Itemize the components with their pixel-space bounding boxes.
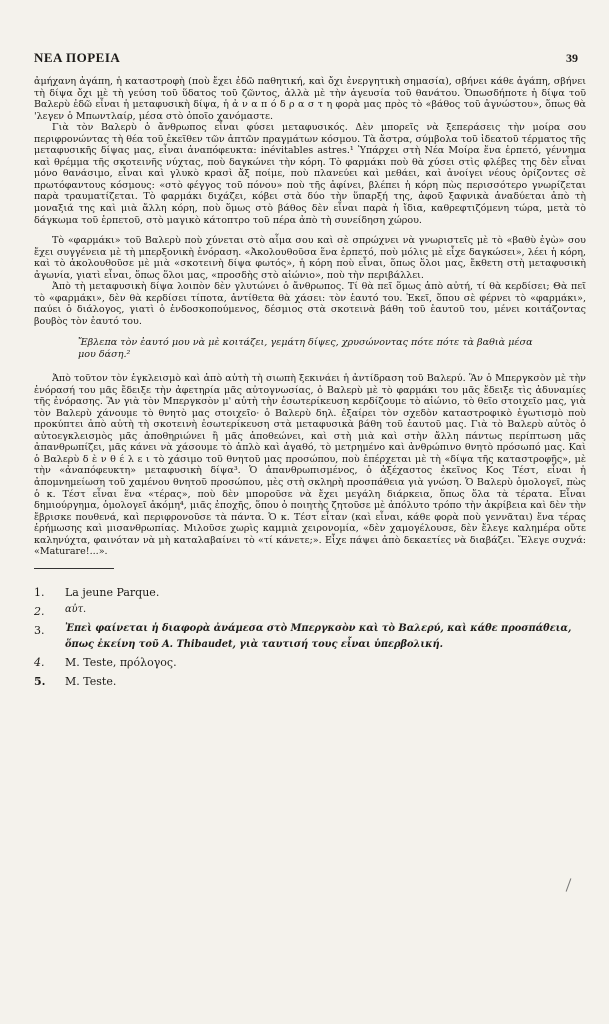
page-number: 39 xyxy=(566,51,578,65)
footnote xyxy=(34,653,586,672)
footnote-divider xyxy=(34,568,114,569)
footnote-number: 2. xyxy=(34,604,45,618)
footnote-number: 4. xyxy=(34,655,45,669)
footnote xyxy=(34,583,586,602)
footnote-text: La jeune Parque. xyxy=(65,585,160,599)
footnote xyxy=(34,672,586,691)
footnote-number: 1. xyxy=(34,585,45,599)
paragraph: Γιὰ τὸν Βαλερὺ ὁ ἄνθρωπος εἶναι φύσει μεταφυσικός. Δὲν μπορεῖς νὰ ξεπεράσεις τὴν μοίρα σου περιφρονώντας τὴ θέα τοῦ ἐκεῖθεν τῶν ἀπτῶν πραγμάτων κόσμου. Τὰ ἄστρα, σύμβολα τοῦ ἰδεατοῦ τέρματος τῆς μεταφυσικῆς δίψας μας, εἶναι ἀναπόφευκτα: inévitables astres.¹ Ὑπάρχει στὴ Νέα Μοίρα ἕνα ἑρπετό, γέννημα καὶ θρέμμα τῆς σκοτεινῆς νύχτας, ποὺ δαγκώνει τὴν κόρη. Τὸ φαρμάκι ποὺ θὰ χύσει στὶς φλέβες της δὲν εἶναι μόνο θανάσιμο, εἶναι καὶ γλυκὸ κρασὶ ἄξ ποίμε, ποὺ πλανεύει καὶ μεθάει, καὶ ἀνοίγει νέους ὁρίζοντες σὲ πρωτόφαντους κόσμους: «στὸ φέγγος τοῦ πόνου» ποὺ τῆς ἀφίνει, βλέπει ἡ κόρη πὼς περισσότερο γνωρίζεται παρὰ τραυματίζεται. Τὸ φαρμάκι διχάζει, κόβει στὰ δύο τὴν ὕπαρξή της, ἀφοῦ ξαφνικὰ ἀναδύεται ἀπὸ τὴ μοναξιά της καὶ μιὰ ἄλλη κόρη, ποὺ ὅμως στὸ βάθος δὲν εἶναι παρὰ ἡ ἴδια, καθρεφτιζόμενη τώρα, μετὰ τὸ δάγκωμα τοῦ ἑρπετοῦ, στὸ μαγικὸ κάτοπτρο τοῦ πέρα ἀπὸ τὴ συνείδηση χώρου. xyxy=(34,122,586,226)
paragraph: Τὸ «φαρμάκι» τοῦ Βαλερὺ ποὺ χύνεται στὸ αἷμα σου καὶ σὲ σπρώχνει νὰ γνωριστεῖς μὲ τὸ «βαθὺ ἐγὼ» σου ἔχει συγγένεια μὲ τὴ μπερξονικὴ ἐνόραση. «Ἀκολουθοῦσα ἕνα ἑρπετό, ποὺ μόλις μὲ εἶχε δαγκώσει», λέει ἡ κόρη, καὶ τὸ ἀκολουθοῦσε μὲ μιὰ «σκοτεινὴ δίψα φωτός», ἡ κόρη ποὺ εἶναι, ὅπως ὅλοι μας, ἔκθετη στὴ μεταφυσικὴ ἀγωνία, γιατὶ εἶναι, ὅπως ὅλοι μας, «προσδὴς στὸ αἰώνιο», ποὺ τὴν περιβάλλει. xyxy=(34,235,586,281)
page-header xyxy=(34,50,586,66)
page xyxy=(34,50,586,691)
journal-title: ΝΕΑ ΠΟΡΕΙΑ xyxy=(34,50,121,65)
footnote xyxy=(34,621,586,653)
paragraph: Ἀπὸ τὴ μεταφυσικὴ δίψα λοιπὸν δὲν γλυτώνει ὁ ἄνθρωπος. Τί θὰ πεῖ ὅμως ἀπὸ αὐτή, τί θὰ κερδίσει; Θὰ πεῖ τὸ «φαρμάκι», δὲν θὰ κερδίσει τίποτα, ἀντίθετα θὰ χάσει: τὸν ἑαυτό του. Ἐκεῖ, ὅπου σὲ φέρνει τὸ «φαρμάκι», παύει ὁ διάλογος, γιατὶ ὁ ἐνδοσκοπούμενος, δέσμιος στὰ σκοτεινὰ βάθη τοῦ ἑαυτοῦ του, μένει κοιτάζοντας βουβὸς τὸν ἑαυτό του. xyxy=(34,281,586,327)
paragraph: ἀμήχανη ἀγάπη, ἡ καταστροφὴ (ποὺ ἔχει ἐδῶ παθητική, καὶ ὄχι ἐνεργητικὴ σημασία), σβήνει κάθε ἀγάπη, σβήνει τὴ δίψα ὄχι μὲ τὴ γεύση τοῦ ὕδατος τοῦ ζῶντος, ἀλλὰ μὲ τὴν ἀγευσία τοῦ θανάτου. Ὁπωσδήποτε ἡ δίψα τοῦ Βαλερὺ ἐδῶ εἶναι ἡ μεταφυσικὴ δίψα, ἡ ἀ ν α π ό δ ρ α σ τ η φορὰ μας πρὸς τὸ «βάθος τοῦ ἀγνώστου», ὅπως θὰ 'λεγεν ὁ Μπωντλαίρ, μέσα στὸ ὁποῖο χανόμαστε. xyxy=(34,76,586,122)
footnote-text: M. Teste. xyxy=(65,674,117,688)
verse-quote: Ἔβλεπα τὸν ἑαυτό μου νὰ μὲ κοιτάζει, γεμάτη δίψες, χρυσώνοντας πότε πότε τὰ βαθιὰ μέσα μου δάση.² xyxy=(78,337,533,361)
footnotes xyxy=(34,583,586,691)
paragraph: Ἀπὸ τοῦτον τὸν ἐγκλεισμὸ καὶ ἀπὸ αὐτὴ τὴ σιωπὴ ξεκινάει ἡ ἀντίδραση τοῦ Βαλερύ. Ἂν ὁ Μπεργκσὸν μὲ τὴν ἐνόρασή του μᾶς ἔδειξε τὴν ἀφετηρία μᾶς αὐτογνωσίας, ὁ Βαλερὺ μὲ τὸ φαρμάκι του μᾶς ἔδειξε τὶς ἀδυναμίες τῆς ἐνόρασης. Ἂν γιὰ τὸν Μπεργκσὸν μ' αὐτὴ τὴν ἐσωτερίκευση κερδίζουμε τὸ αἰώνιο, τὸ θεῖο στοιχεῖο μας, γιὰ τὸν Βαλερὺ χάνουμε τὸ θνητὸ μας στοιχεῖο· ὁ Βαλερὺ δηλ. ἐξαίρει τὸν σχεδὸν καταστροφικὸ ἐγωτισμὸ ποὺ προκύπτει ἀπὸ αὐτὴ τὴ σκοτεινὴ ἐσωτερίκευση στὰ μεταφυσικὰ βάθη τοῦ ἑαυτοῦ μας. Γιὰ τὸ Βαλερὺ αὐτὸς ὁ αὐτοεγκλεισμὸς μᾶς ἀποθηριώνει ἢ μᾶς ἀποθεώνει, καὶ στὴ μιὰ καὶ στὴν ἄλλη πάντως περίπτωση μᾶς ἀπανθρωπίζει, μᾶς κάνει νὰ χάσουμε τὸ ἁπλὸ καὶ ἀγαθό, τὸ μετρημένο καὶ ἀνθρώπινο θνητὸ πρόσωπό μας. Καὶ ὁ Βαλερὺ δ ὲ ν θ έ λ ε ι τὸ χάσιμο τοῦ θνητοῦ μας προσώπου, ποὺ ἐπέρχεται μὲ τὴ «δίψα τῆς καταστροφῆς», μὲ τὴν «ἀναπόφευκτη» μεταφυσικὴ δίψα³. Ὁ ἀπανθρωπισμένος, ὁ ἀξέχαστος ἐκεῖνος Κος Τέστ, εἶναι ἡ ἀπομνημείωση τοῦ χαμένου θνητοῦ προσώπου, μὲς στὴ σκληρὴ προσπάθεια γιὰ γνώση. Ὁ Βαλερὺ ὁμολογεῖ, πὼς ὁ κ. Τέστ εἶναι ἕνα «τέρας», ποὺ δὲν μποροῦσε νὰ ἔχει μεγάλη διάρκεια, ὅπως ὅλα τὰ τέρατα. Εἶναι δημιούργημα, ὁμολογεῖ ἀκόμη⁴, μιᾶς ἐποχῆς, ὅπου ὁ ποιητὴς ζητοῦσε μὲ ἀπόλυτο τρόπο τὴν ἀκρίβεια καὶ δὲν τὴν ἔβρισκε πουθενά, καὶ περιφρονοῦσε τὰ πάντα. Ὁ κ. Τέστ εἶταν (καὶ εἶναι, κάθε φορὰ ποὺ γεννᾶται) ἕνα τέρας ἐρήμωσης καὶ μισανθρωπίας. Μιλοῦσε χωρὶς καμμιὰ χειρονομία, «δὲν χαμογέλουσε, δὲν ἔλεγε καλημέρα οὔτε καληνύχτα, φαινόταν νὰ μὴ καταλαβαίνει τὸ «τί κάνετε;». Εἶχε πάψει ἀπὸ δεκαετίες νὰ διαβάζει. Ἔλεγε συχνά: «Maturare!...». xyxy=(34,373,586,558)
footnote xyxy=(34,602,586,621)
article-body xyxy=(34,76,586,558)
footnote-number: 3. xyxy=(34,623,45,637)
footnote-text: Ἐπεὶ φαίνεται ἡ διαφορὰ ἀνάμεσα στὸ Μπεργκσὸν καὶ τὸ Βαλερύ, καὶ κάθε προσπάθεια, ὅπως ἐκείνη τοῦ A. Thibaudet, γιὰ ταυτισή τους εἶναι ὑπερβολική. xyxy=(65,622,572,650)
scan-mark xyxy=(566,878,572,891)
footnote-text: αὐτ. xyxy=(65,603,87,615)
footnote-number: 5. xyxy=(34,674,46,688)
footnote-text: M. Teste, πρόλογος. xyxy=(65,655,177,669)
